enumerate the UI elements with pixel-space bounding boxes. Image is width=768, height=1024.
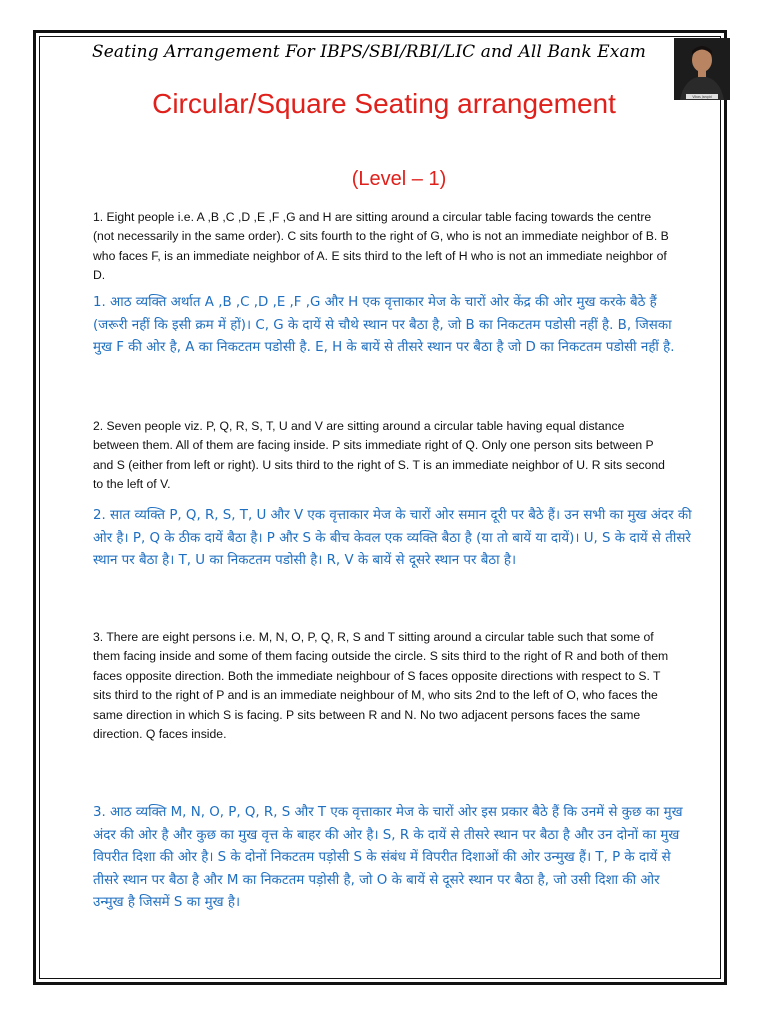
question-2-english: 2. Seven people viz. P, Q, R, S, T, U and V are sitting around a circular table having equal distance between them. All of them are facing inside. P sits immediate right of Q. Only one person sits between P and S (either from left or right). U sits third to the right of S. T is an immediate neighbor of U. R sits second to the left of V.: [93, 419, 665, 492]
level-label: (Level – 1): [351, 168, 447, 190]
question-1-hindi: 1. आठ व्यक्ति अर्थात A ,B ,C ,D ,E ,F ,G और H एक वृत्ताकार मेज के चारों ओर केंद्र की ओर मुख करके बैठे हैं (जरूरी नहीं कि इसी क्रम में हों)। C, G के दायें से चौथे स्थान पर बैठा है, जो B का निकटतम पडोसी नहीं है. B, जिसका मुख F की ओर है, A का निकटतम पडोसी है. E, H के बायें से तीसरे स्थान पर बैठा है जो D का निकटतम पडोसी नहीं है.: [93, 295, 675, 355]
question-2-hindi: 2. सात व्यक्ति P, Q, R, S, T, U और V एक वृत्ताकार मेज के चारों ओर समान दूरी पर बैठे हैं। उन सभी का मुख अंदर की ओर है। P, Q के ठीक दायें बैठा है। P और S के बीच केवल एक व्यक्ति बैठा है (या तो बायें या दायें)। U, S के दायें से तीसरे स्थान पर बैठा है। T, U का निकटतम पडोसी है। R, V के बायें से दूसरे स्थान पर बैठा है।: [93, 508, 692, 568]
page-title: Circular/Square Seating arrangement: [152, 88, 616, 119]
question-3-english: 3. There are eight persons i.e. M, N, O, P, Q, R, S and T sitting around a circular table such that some of them facing inside and some of them facing outside the circle. S sits third to the right of R and both of them faces opposite direction. Both the immediate neighbour of S faces opposite directions with respect to S. T sits third to the right of P and is an immediate neighbour of M, who sits 2nd to the left of O, who faces the same direction in which S is facing. P sits between R and N. No two adjacent persons faces the same direction. Q faces inside.: [93, 630, 669, 742]
exam-title: Seating Arrangement For IBPS/SBI/RBI/LIC and All Bank Exam: [92, 42, 646, 62]
question-3-hindi: 3. आठ व्यक्ति M, N, O, P, Q, R, S और T एक वृत्ताकार मेज के चारों ओर इस प्रकार बैठे हैं कि उनमें से कुछ का मुख अंदर की ओर है और कुछ का मुख वृत्त के बाहर की ओर है। S, R के दायें से तीसरे स्थान पर बैठा है और उन दोनों का मुख विपरीत दिशा की ओर है। S के दोनों निकटतम पड़ोसी S के संबंध में विपरीत दिशाओं की ओर उन्मुख हैं। T, P के दायें से तीसरे स्थान पर बैठा है और M का निकटतम पड़ोसी है, जो O के बायें से दूसरे स्थान पर बैठा है, जो उसी दिशा की ओर उन्मुख है जिसमें S का मुख है।: [93, 805, 683, 910]
question-1-english: 1. Eight people i.e. A ,B ,C ,D ,E ,F ,G and H are sitting around a circular table facing towards the centre (not necessarily in the same order). C sits fourth to the right of G, who is not an immediate neighbor of B. B who faces F, is an immediate neighbor of A. E sits third to the left of H who is not an immediate neighbor of D.: [93, 210, 669, 283]
avatar-caption: Vikas Jangid: [692, 95, 712, 99]
